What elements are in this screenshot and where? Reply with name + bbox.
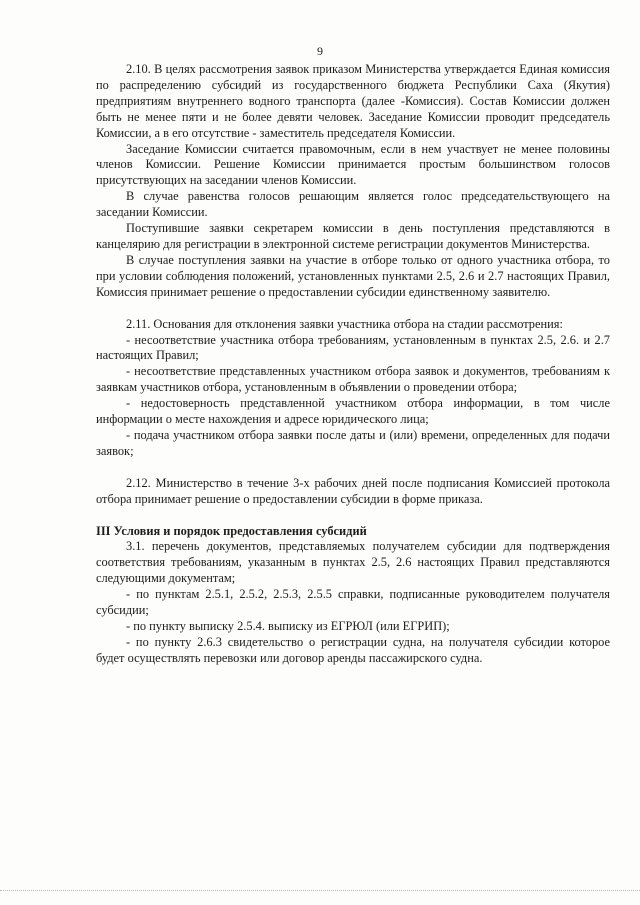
paragraph-2-11: 2.11. Основания для отклонения заявки участника отбора на стадии рассмотрения: xyxy=(126,316,563,331)
paragraph-registration: Поступившие заявки секретарем комиссии в день поступления представляются в канцелярию для регистрации в электронной системе регистрации документов Министерства. xyxy=(96,221,610,251)
page-number: 9 xyxy=(317,44,323,58)
paragraph-single-applicant: В случае поступления заявки на участие в отборе только от одного участника отбора, то при условии соблюдения положений, установленных пунктами 2.5, 2.6 и 2.7 настоящих Правил, Комиссия принимает решение о предоставлении субсидии единственному заявителю. xyxy=(96,252,610,299)
spacer xyxy=(96,508,610,524)
spacer xyxy=(96,460,610,476)
paragraph-quorum: Заседание Комиссии считается правомочным, если в нем участвует не менее половины членов Комиссии. Решение Комиссии принимается простым большинством голосов присутствующих на заседании членов Комиссии. xyxy=(96,141,610,188)
list-item: - по пункту 2.6.3 свидетельство о регистрации судна, на получателя субсидии которое будет осуществлять перевозки или договор аренды пассажирского судна. xyxy=(96,634,610,665)
section-heading: III Условия и порядок предоставления субсидий xyxy=(96,523,367,538)
spacer xyxy=(96,301,610,317)
list-item: - по пунктам 2.5.1, 2.5.2, 2.5.3, 2.5.5 справки, подписанные руководителем получателя субсидии; xyxy=(96,587,610,618)
paragraph-2-12: 2.12. Министерство в течение 3-х рабочих дней после подписания Комиссией протокола отбора принимает решение о предоставлении субсидии в форме приказа. xyxy=(96,475,610,506)
list-item: - несоответствие участника отбора требованиям, установленным в пунктах 2.5, 2.6. и 2.7 настоящих Правил; xyxy=(96,332,610,363)
page-edge-divider xyxy=(0,890,640,892)
paragraph-3-1: 3.1. перечень документов, представляемых получателем субсидии для подтверждения соответствия требованиям, указанным в пунктах 2.5, 2.6 настоящих Правил представляются следующими документам; xyxy=(96,539,610,586)
list-item: - по пункту выписку 2.5.4. выписку из ЕГРЮЛ (или ЕГРИП); xyxy=(126,619,450,633)
list-item: - недостоверность представленной участником отбора информации, в том числе информации о месте нахождения и адресе юридического лица; xyxy=(96,396,610,427)
paragraph-tie-vote: В случае равенства голосов решающим является голос председательствующего на заседании Комиссии. xyxy=(96,189,610,220)
paragraph-2-10: 2.10. В целях рассмотрения заявок приказом Министерства утверждается Единая комиссия по распределению субсидий из государственного бюджета Республики Саха (Якутия) предприятиям внутреннего водного транспорта (далее -Комиссия). Состав Комиссии должен быть не менее пяти и не более девяти человек. Заседание Комиссии проводит председатель Комиссии, а в его отсутствие - заместитель председателя Комиссии. xyxy=(96,62,610,140)
list-item: - несоответствие представленных участником отбора заявок и документов, требованиям к заявкам участников отбора, установленным в объявлении о проведении отбора; xyxy=(96,364,610,395)
list-item: - подача участником отбора заявки после даты и (или) времени, определенных для подачи заявок; xyxy=(96,427,610,458)
document-body xyxy=(96,62,610,667)
